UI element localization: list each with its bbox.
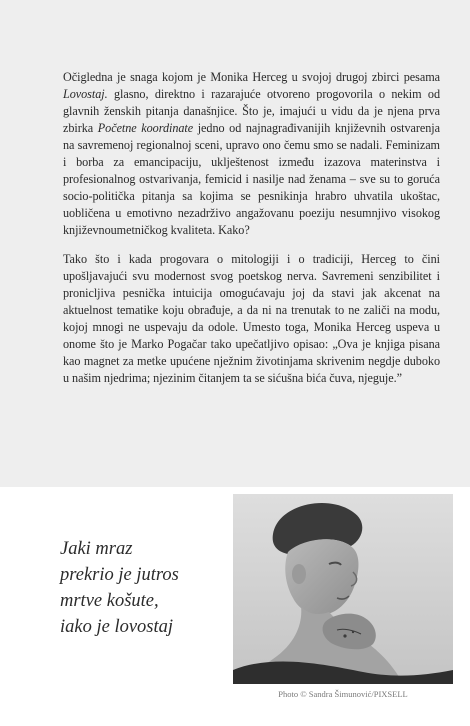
poem-excerpt: [60, 536, 240, 640]
poem-line: prekrio je jutros: [60, 565, 179, 585]
poem-line: iako je lovostaj: [60, 617, 174, 637]
book-title-lovostaj: Lovostaj.: [63, 87, 108, 101]
poem-line: mrtve košute,: [60, 591, 159, 611]
poem-line: Jaki mraz: [60, 539, 133, 559]
blurb-paragraph-2: Tako što i kada progovara o mitologiji i o tradiciji, Herceg to čini upošljavajući svu modernost svog poetskog nerva. Savremeni senzibilitet i pronicljiva pesnička intuicija omogućavaju joj da stavi jak akcenat na aktuelnost tematike koju obrađuje, a da ni na trenutak to ne zaliči na modu, kojoj mnogi ne uspevaju da odole. Umesto toga, Monika Herceg uspeva u onome što je Marko Pogačar tako upečatljivo opisao: „Ova je knjiga pisana kao magnet za metke upućene nježnim životinjama skrivenim negdje duboko u našim njedrima; njezinim čitanjem ta se sićušna bića čuva, njeguje.”: [63, 252, 440, 385]
blurb-paragraph-1: [63, 69, 440, 239]
photo-credit: Photo © Sandra Šimunović/PIXSELL: [278, 689, 408, 699]
blurb-text: jedno od najnagrađivanijih književnih ostvarenja na savremenoj regionalnoj sceni, upravo ono čemu smo se nadali. Feminizam i borba za emancipaciju, uklještenost između izazova materinstva i profesionalnog ostvarivanja, femicid i nasilje nad ženama – sve su to goruća socio-politička pitanja sa kojima se pesnikinja hrabro uhvatila ukoštac, uobličena u emotivno nezadrživo angažovanu poeziju nesumnjivo visokog književnoumetničkog kvaliteta. Kako?: [63, 121, 440, 237]
portrait-illustration: [233, 494, 453, 684]
blurb-text: Očigledna je snaga kojom je Monika Herceg u svojoj drugoj zbirci pesama: [63, 70, 440, 84]
book-title-pocetne-koordinate: Početne koordinate: [97, 121, 194, 135]
blurb-text: glasno, direktno i razarajuće otvoreno progovorila o nekim od glavnih ženskih pitanja današnjice. Što je, imajući u vidu da je njena prva zbirka: [63, 87, 440, 135]
author-portrait-photo: [233, 494, 453, 684]
